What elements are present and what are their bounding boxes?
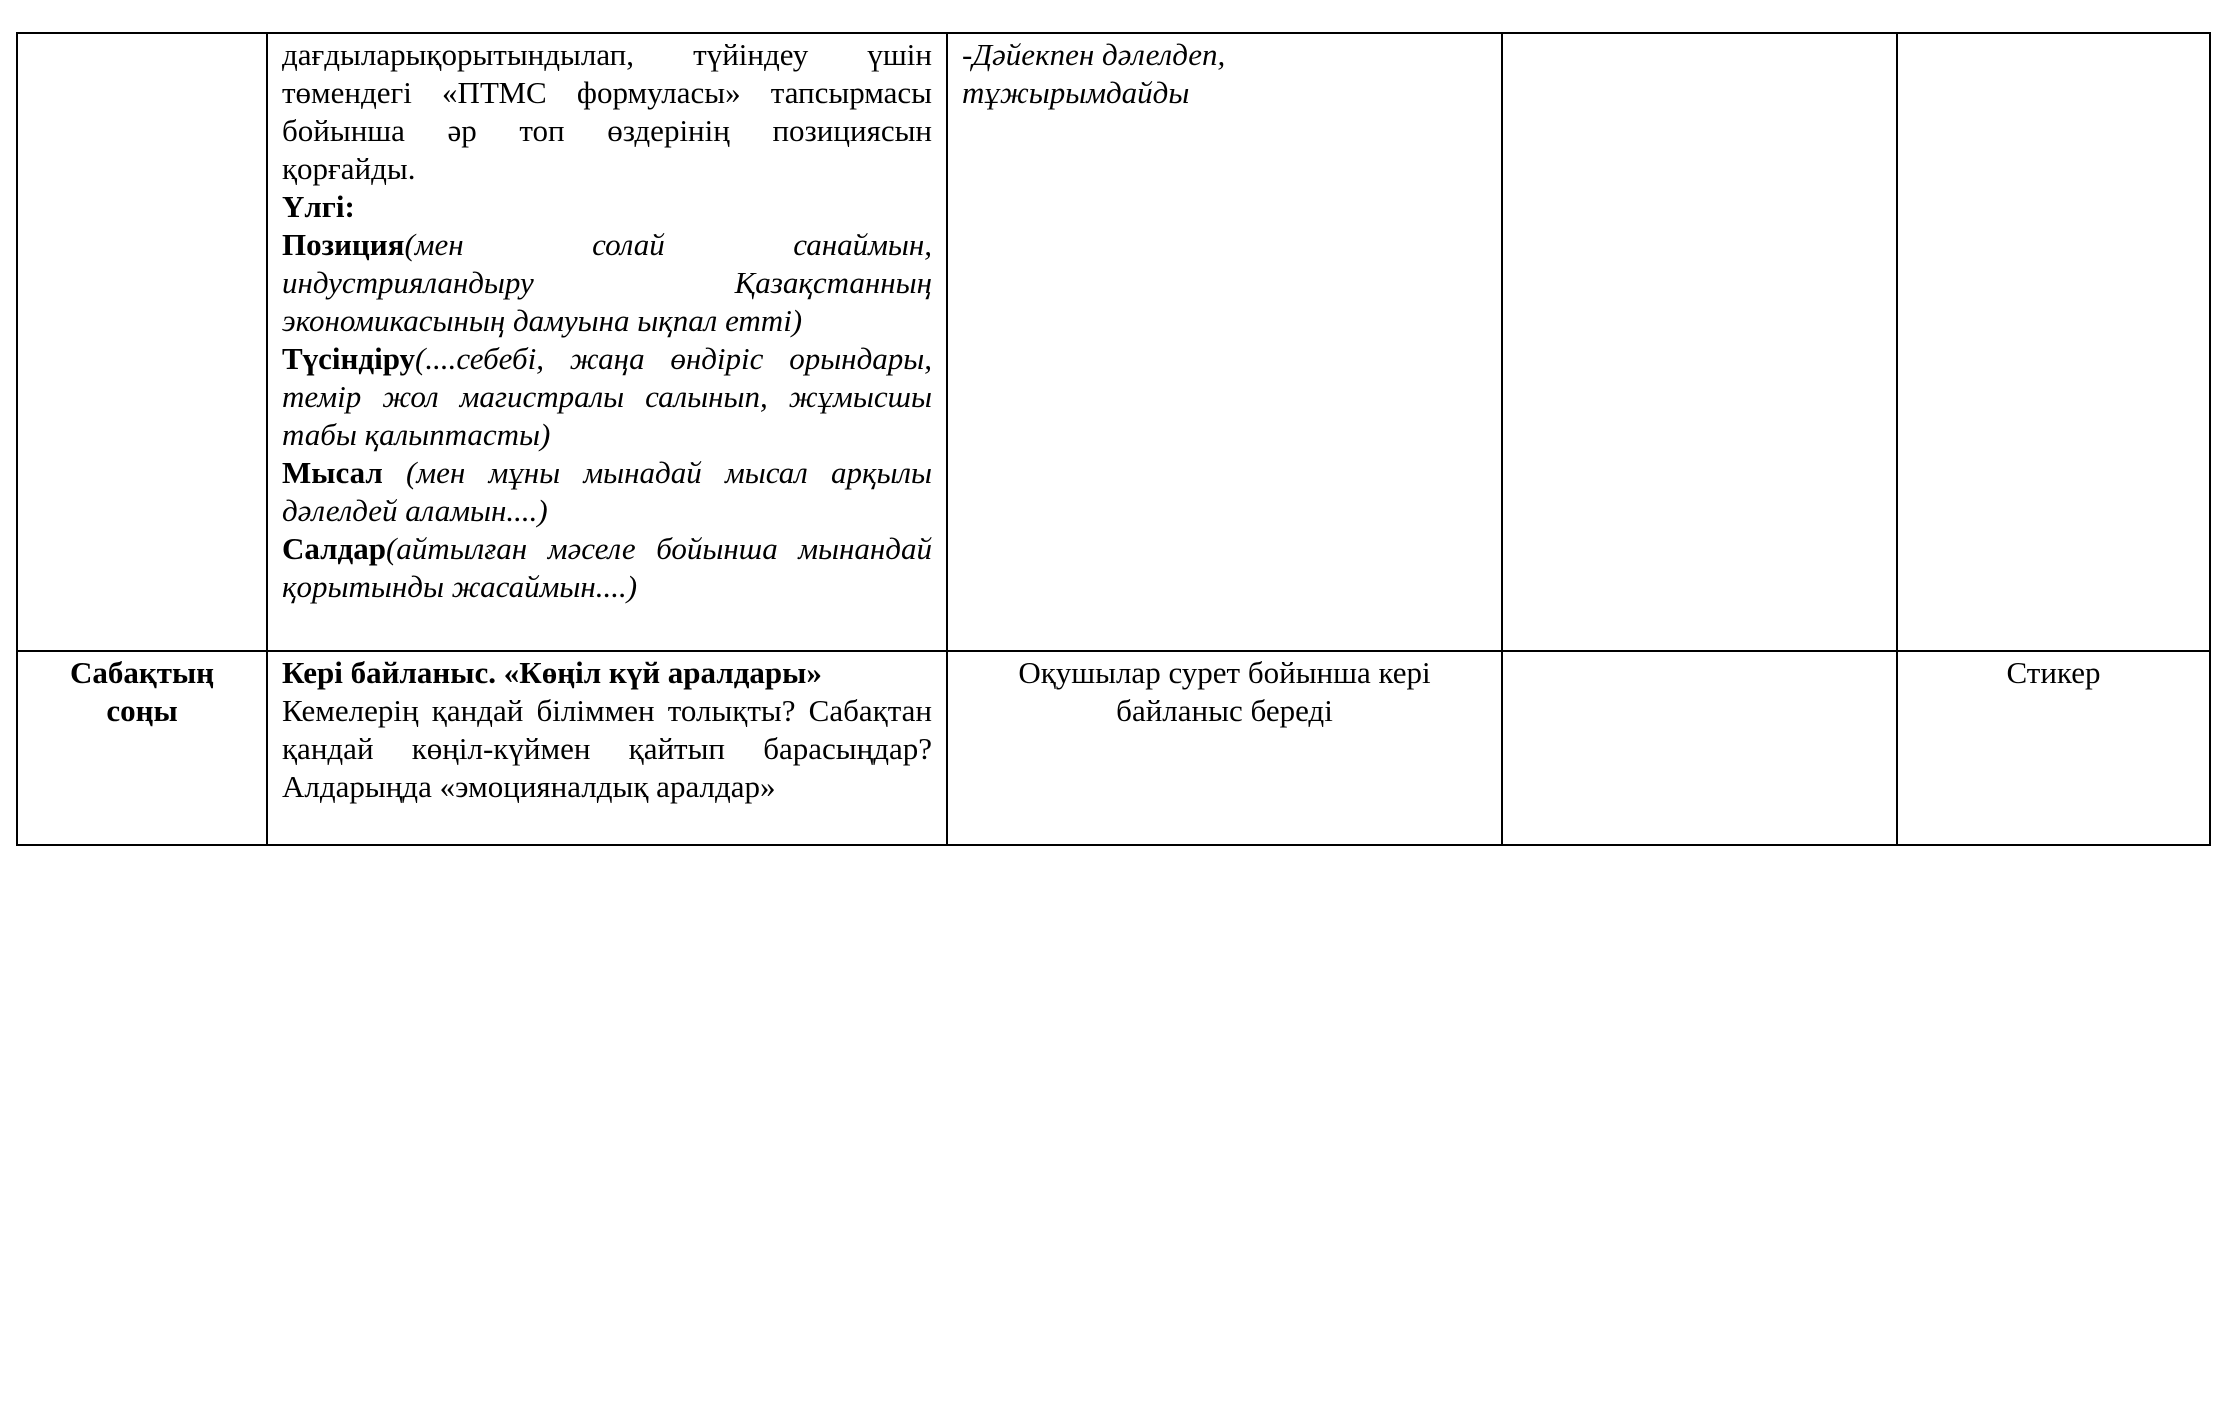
sample-heading: Үлгі: xyxy=(282,189,355,224)
feedback-questions: Кемелерің қандай біліммен толықты? Сабақтан қандай көңіл-күймен қайтып барасыңдар? Алдарыңда «эмоцияналдық аралдар» xyxy=(282,693,932,804)
teacher-activity-cell xyxy=(267,651,947,845)
conclusion-paragraph xyxy=(282,530,932,606)
stage-cell xyxy=(17,33,267,651)
lesson-plan-table xyxy=(16,32,2211,846)
student-activity-cell xyxy=(947,651,1502,845)
student-activity-text: -Дәйекпен дәлелдеп, тұжырымдайды xyxy=(962,37,1226,110)
conclusion-label: Салдар xyxy=(282,531,386,566)
explain-label: Түсіндіру xyxy=(282,341,416,376)
teacher-activity-cell xyxy=(267,33,947,651)
example-paragraph xyxy=(282,454,932,530)
student-activity-cell xyxy=(947,33,1502,651)
explain-text: (....себебі, жаңа өндіріс орындары, темір жол магистралы салынып, жұмысшы табы қалыптасты) xyxy=(282,341,932,452)
resources-cell xyxy=(1897,651,2210,845)
example-text: (мен мұны мынадай мысал арқылы дәлелдей аламын....) xyxy=(282,455,932,528)
position-paragraph xyxy=(282,226,932,340)
position-label: Позиция xyxy=(282,227,405,262)
student-activity-text: Оқушылар сурет бойынша кері байланыс береді xyxy=(1018,655,1431,728)
explain-paragraph xyxy=(282,340,932,454)
stage-cell xyxy=(17,651,267,845)
resources-text: Стикер xyxy=(2006,655,2101,690)
table-row xyxy=(17,33,2210,651)
conclusion-text: (айтылған мәселе бойынша мынандай қорытынды жасаймын....) xyxy=(282,531,932,604)
resources-cell xyxy=(1897,33,2210,651)
example-label: Мысал xyxy=(282,455,383,490)
stage-label: Сабақтың соңы xyxy=(69,655,215,728)
task-description: дағдыларықорытындылап, түйіндеу үшін төмендегі «ПТМС формуласы» тапсырмасы бойынша әр топ өздерінің позициясын қорғайды. xyxy=(282,37,932,186)
assessment-cell xyxy=(1502,651,1897,845)
position-text: (мен солай санаймын, индустрияландыру Қазақстанның экономикасының дамуына ықпал етті) xyxy=(282,227,932,338)
assessment-cell xyxy=(1502,33,1897,651)
feedback-heading: Кері байланыс. «Көңіл күй аралдары» xyxy=(282,655,822,690)
table-row xyxy=(17,651,2210,845)
